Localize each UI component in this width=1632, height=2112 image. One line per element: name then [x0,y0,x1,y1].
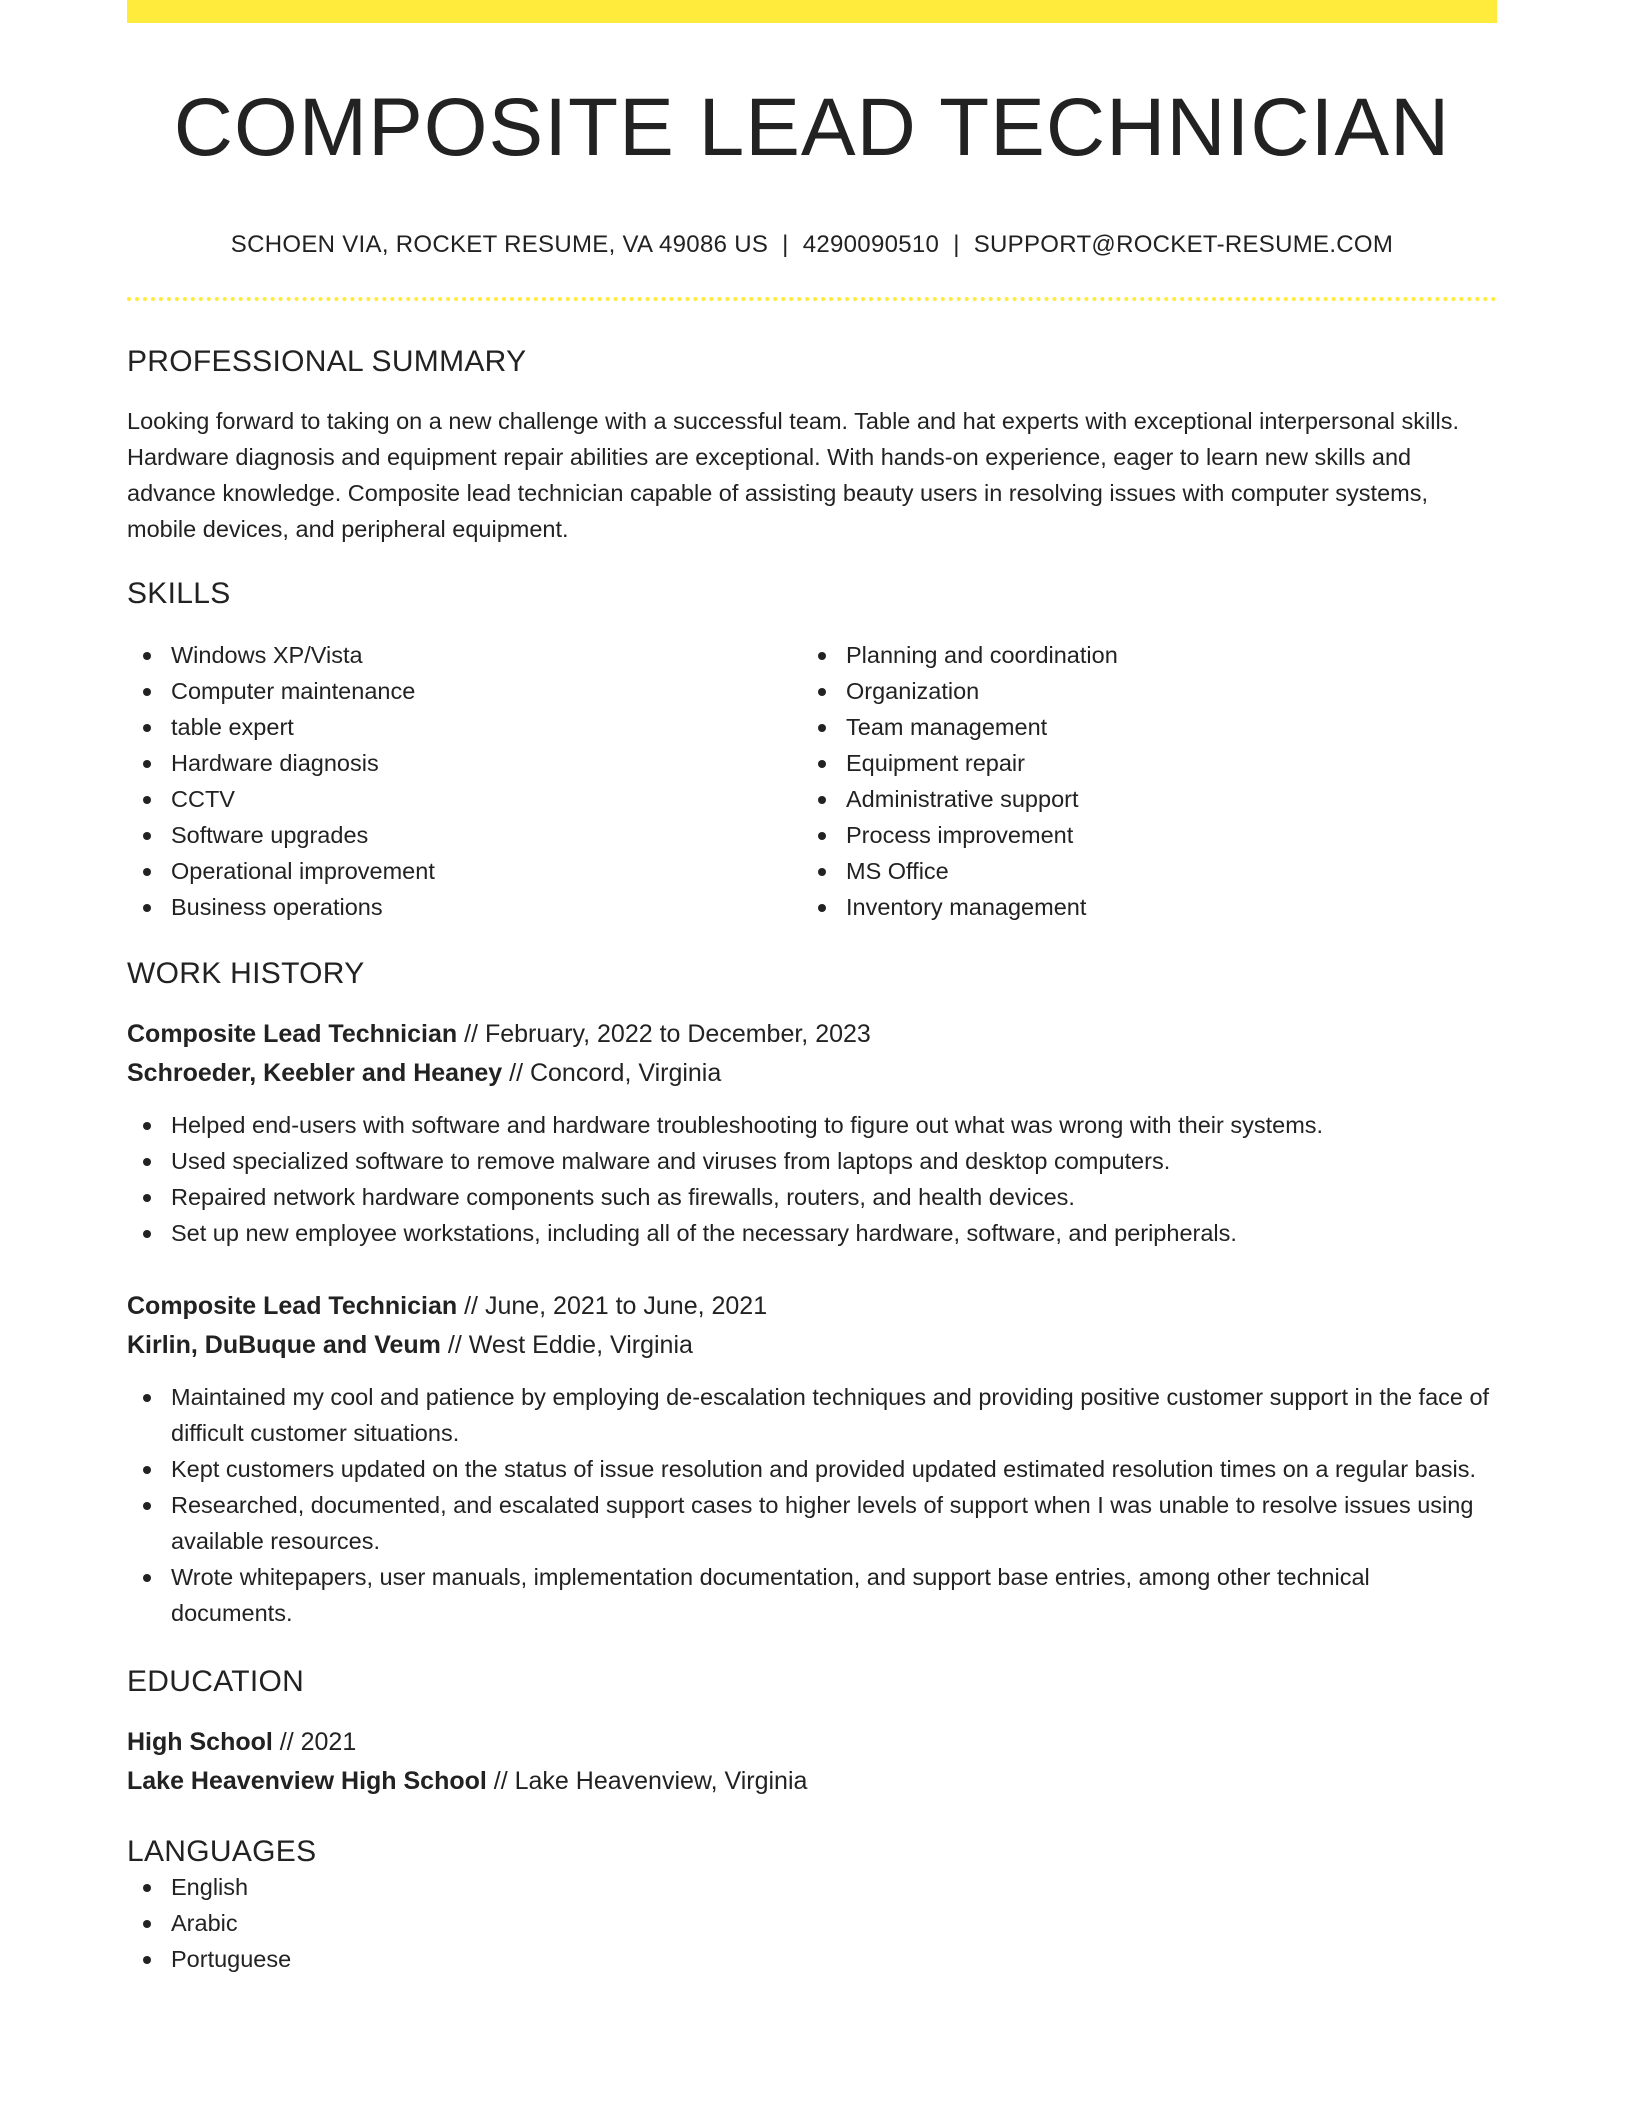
job-dates: // February, 2022 to December, 2023 [457,1020,871,1049]
skill-item: Software upgrades [127,817,802,853]
job-bullet: Set up new employee workstations, including all of the necessary hardware, software, and peripherals. [127,1215,1497,1251]
skills-heading: SKILLS [127,577,231,611]
skills-grid [127,637,1497,925]
job-company-line [127,1054,1497,1093]
skill-item: Hardware diagnosis [127,745,802,781]
skill-item: Administrative support [802,781,1477,817]
contact-separator: | [782,231,789,259]
skill-item: Inventory management [802,889,1477,925]
job-bullets [127,1379,1497,1631]
education-year: // 2021 [272,1728,357,1757]
languages-list [127,1869,1497,1977]
skill-item: Organization [802,673,1477,709]
language-item: English [127,1869,1497,1905]
contact-line [127,231,1497,259]
job-bullet: Repaired network hardware components such as firewalls, routers, and health devices. [127,1179,1497,1215]
summary-heading: PROFESSIONAL SUMMARY [127,345,527,379]
language-item: Portuguese [127,1941,1497,1977]
header-divider [127,297,1497,301]
language-item: Arabic [127,1905,1497,1941]
summary-text: Looking forward to taking on a new challenge with a successful team. Table and hat experts with exceptional interpersonal skills. Hardware diagnosis and equipment repair abilities are exceptional. With hands-on experience, eager to learn new skills and advance knowledge. Composite lead technician capable of assisting beauty users in resolving issues with computer systems, mobile devices, and peripheral equipment. [127,408,1459,543]
job-bullet: Researched, documented, and escalated support cases to higher levels of support when I was unable to resolve issues using available resources. [127,1487,1497,1559]
job-role-line [127,1287,1497,1326]
job-company: Kirlin, DuBuque and Veum [127,1331,441,1360]
job-role: Composite Lead Technician [127,1292,458,1321]
job-bullet: Helped end-users with software and hardware troubleshooting to figure out what was wrong with their systems. [127,1107,1497,1143]
education-school: Lake Heavenview High School [127,1767,487,1796]
skill-item: Business operations [127,889,802,925]
job-bullet: Maintained my cool and patience by employing de-escalation techniques and providing positive customer support in the face of difficult customer situations. [127,1379,1497,1451]
skill-item: Equipment repair [802,745,1477,781]
education-heading: EDUCATION [127,1665,305,1699]
job-bullets [127,1107,1497,1251]
skill-item: Planning and coordination [802,637,1477,673]
contact-address: SCHOEN VIA, ROCKET RESUME, VA 49086 US [230,231,769,259]
job-location: // West Eddie, Virginia [440,1331,693,1360]
skill-item: Operational improvement [127,853,802,889]
education-entry [127,1723,1497,1801]
job-bullet: Kept customers updated on the status of issue resolution and provided updated estimated resolution times on a regular basis. [127,1451,1497,1487]
education-location: // Lake Heavenview, Virginia [486,1767,808,1796]
job-entry [127,1015,1497,1251]
skill-item: Process improvement [802,817,1477,853]
education-school-line [127,1762,1497,1801]
top-accent-bar [127,0,1497,23]
education-degree-line [127,1723,1497,1762]
work-history-heading: WORK HISTORY [127,957,365,991]
skills-list-right [802,637,1477,925]
contact-phone: 4290090510 [802,231,940,259]
skill-item: CCTV [127,781,802,817]
languages-heading: LANGUAGES [127,1835,317,1869]
job-bullet: Wrote whitepapers, user manuals, implementation documentation, and support base entries, among other technical documents. [127,1559,1497,1631]
job-location: // Concord, Virginia [502,1059,722,1088]
skill-item: Windows XP/Vista [127,637,802,673]
skill-item: table expert [127,709,802,745]
job-role: Composite Lead Technician [127,1020,458,1049]
job-bullet: Used specialized software to remove malware and viruses from laptops and desktop computers. [127,1143,1497,1179]
skill-item: Team management [802,709,1477,745]
contact-email: SUPPORT@ROCKET-RESUME.COM [973,231,1394,259]
skills-column-left [127,637,802,925]
skill-item: Computer maintenance [127,673,802,709]
job-company-line [127,1326,1497,1365]
job-entry [127,1287,1497,1631]
education-degree: High School [127,1728,273,1757]
job-company: Schroeder, Keebler and Heaney [127,1059,503,1088]
job-dates: // June, 2021 to June, 2021 [457,1292,768,1321]
skills-column-right [802,637,1477,925]
job-role-line [127,1015,1497,1054]
resume-page [127,0,1497,1977]
contact-separator: | [953,231,960,259]
candidate-title: COMPOSITE LEAD TECHNICIAN [173,82,1451,173]
skills-list-left [127,637,802,925]
skill-item: MS Office [802,853,1477,889]
